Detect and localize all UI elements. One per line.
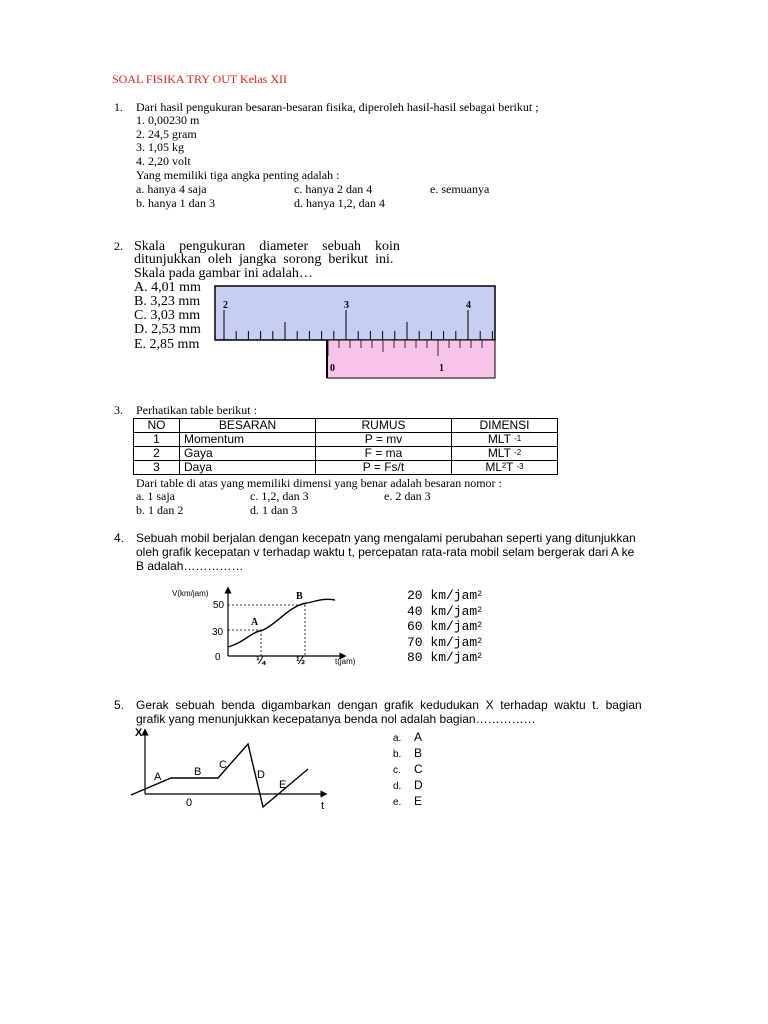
option-b: b. 1 dan 2 [136, 503, 184, 517]
main-scale-label: 4 [466, 300, 471, 311]
segment-label: E [279, 779, 287, 791]
dimension-exponent: -2 [514, 448, 522, 457]
question-number: 4. [114, 531, 125, 545]
option-a: a. 1 saja [136, 489, 175, 503]
question-line: Skala pada gambar ini adalah… [134, 266, 313, 281]
table-cell: 3 [134, 461, 180, 475]
main-scale-label: 3 [344, 300, 349, 311]
y-axis-label: V(km/jam) [172, 589, 209, 598]
option-text: C [414, 762, 423, 776]
main-scale [215, 286, 495, 340]
segment-label: A [154, 771, 162, 783]
option-text: B [414, 746, 423, 760]
table-header: RUMUS [316, 419, 452, 433]
option-exponent: 2 [477, 605, 483, 615]
segment-label: C [219, 759, 227, 771]
option-letter: d. [393, 781, 402, 792]
option-c [407, 619, 482, 635]
velocity-time-graph [165, 584, 375, 670]
question-prompt: Yang memiliki tiga angka penting adalah : [136, 168, 340, 182]
option-e: E. 2,85 mm [134, 337, 200, 352]
table-header: BESARAN [180, 419, 316, 433]
list-item: 2. 24,5 gram [136, 127, 197, 141]
dimension-value: MLT [487, 432, 511, 446]
table-header: DIMENSI [452, 419, 558, 433]
option-text: 40 km/jam [407, 603, 478, 619]
option-a [393, 730, 423, 746]
question-line: Skala pengukuran diameter sebuah koin [134, 239, 400, 254]
option-letter: a. [393, 733, 402, 744]
question-number: 3. [114, 403, 123, 417]
question-text: grafik yang menunjukkan kecepatanya benda nol adalah bagian…………… [136, 712, 536, 726]
table-cell: Momentum [180, 433, 316, 447]
position-time-graph [126, 722, 336, 814]
main-scale-label: 2 [223, 300, 228, 311]
option-text: A [414, 730, 423, 744]
x-tick: ¼ [256, 655, 266, 667]
table-row [134, 447, 558, 461]
option-letter: b. [393, 749, 402, 760]
vernier-label: 1 [439, 363, 444, 374]
origin-label: 0 [186, 797, 193, 809]
option-exponent: 2 [477, 590, 483, 599]
option-exponent: 2 [477, 652, 483, 661]
y-tick: 0 [215, 652, 221, 663]
question-text: Gerak sebuah benda digambarkan dengan grafik kedudukan X terhadap waktu t. bagian [136, 698, 642, 712]
option-d: d. 1 dan 3 [250, 503, 298, 517]
point-b-label: B [296, 591, 303, 602]
option-text: D [414, 778, 423, 792]
table-cell: F = ma [316, 447, 452, 461]
page-title: SOAL FISIKA TRY OUT Kelas XII [112, 72, 288, 86]
table-cell: 2 [134, 447, 180, 461]
option-d [407, 635, 482, 651]
option-text: 70 km/jam [407, 634, 478, 650]
list-item: 1. 0,00230 m [136, 113, 200, 127]
option-d: d. hanya 1,2, dan 4 [294, 196, 385, 210]
option-c: c. hanya 2 dan 4 [294, 182, 373, 196]
vernier-caliper-figure [214, 284, 498, 380]
option-b [393, 746, 423, 762]
segment-label: B [194, 766, 202, 778]
option-c [393, 762, 423, 778]
question-intro: Perhatikan table berikut : [136, 403, 257, 417]
option-text: E [414, 794, 423, 808]
table-cell: 1 [134, 433, 180, 447]
x-axis-label: t [321, 800, 325, 812]
option-text: 80 km/jam [407, 650, 478, 665]
question-number: 5. [114, 698, 125, 712]
dimension-value: ML²T [485, 460, 514, 474]
table-header-row [134, 419, 558, 433]
answer-options [407, 588, 482, 666]
option-letter: e. [393, 797, 402, 808]
option-a: A. 4,01 mm [134, 280, 201, 295]
option-text: 60 km/jam [407, 619, 478, 634]
question-number: 2. [114, 239, 123, 253]
option-c: c. 1,2, dan 3 [250, 489, 309, 503]
option-a [407, 588, 482, 604]
question-text: oleh grafik kecepatan v terhadap waktu t, percepatan rata-rata mobil selam bergerak dari A ke [136, 545, 635, 559]
table-row [134, 433, 558, 447]
question-line: ditunjukkan oleh jangka sorong berikut ini. [134, 252, 394, 267]
vernier-label: 0 [330, 363, 335, 374]
y-tick: 30 [212, 627, 224, 638]
dimension-value: MLT [487, 446, 511, 460]
question-text: Dari table di atas yang memiliki dimensi yang benar adalah besaran nomor : [136, 476, 502, 490]
table-row [134, 461, 558, 475]
table-cell [452, 447, 558, 461]
option-c: C. 3,03 mm [134, 308, 201, 323]
y-tick: 50 [213, 600, 225, 611]
option-b [407, 604, 482, 620]
table-cell: Gaya [180, 447, 316, 461]
table-cell: Daya [180, 461, 316, 475]
option-exponent: 2 [477, 636, 483, 646]
table-cell: P = mv [316, 433, 452, 447]
dimension-exponent: -1 [514, 434, 522, 443]
table-cell: P = Fs/t [316, 461, 452, 475]
option-b: b. hanya 1 dan 3 [136, 196, 215, 210]
table-cell [452, 433, 558, 447]
option-exponent: 2 [477, 621, 483, 630]
list-item: 4. 2,20 volt [136, 154, 191, 168]
y-axis-label: X [135, 727, 143, 739]
list-item: 3. 1,05 kg [136, 140, 184, 154]
velocity-curve [228, 599, 335, 647]
dimension-table [133, 418, 558, 475]
option-e: e. semuanya [430, 182, 490, 196]
question-number: 1. [114, 100, 123, 114]
option-e [407, 650, 482, 666]
option-text: 20 km/jam [407, 588, 478, 603]
question-text: B adalah…………… [136, 559, 244, 573]
option-e [393, 794, 423, 810]
dimension-exponent: -3 [516, 462, 524, 471]
option-d: D. 2,53 mm [134, 322, 201, 337]
point-a-label: A [251, 617, 259, 628]
question-text: Dari hasil pengukuran besaran-besaran fisika, diperoleh hasil-hasil sebagai berikut ; [136, 100, 539, 114]
option-e: e. 2 dan 3 [384, 489, 431, 503]
option-d [393, 778, 423, 794]
option-a: a. hanya 4 saja [136, 182, 207, 196]
x-tick: ½ [296, 655, 306, 667]
vernier-scale [327, 340, 495, 378]
option-b: B. 3,23 mm [134, 294, 201, 309]
x-axis-label: t(jam) [335, 657, 356, 666]
option-letter: c. [393, 765, 401, 776]
table-header: NO [134, 419, 180, 433]
question-text: Sebuah mobil berjalan dengan kecepatn yang mengalami perubahan seperti yang ditunjukkan [136, 531, 636, 545]
answer-options [393, 730, 423, 810]
segment-label: D [257, 769, 265, 781]
table-cell [452, 461, 558, 475]
